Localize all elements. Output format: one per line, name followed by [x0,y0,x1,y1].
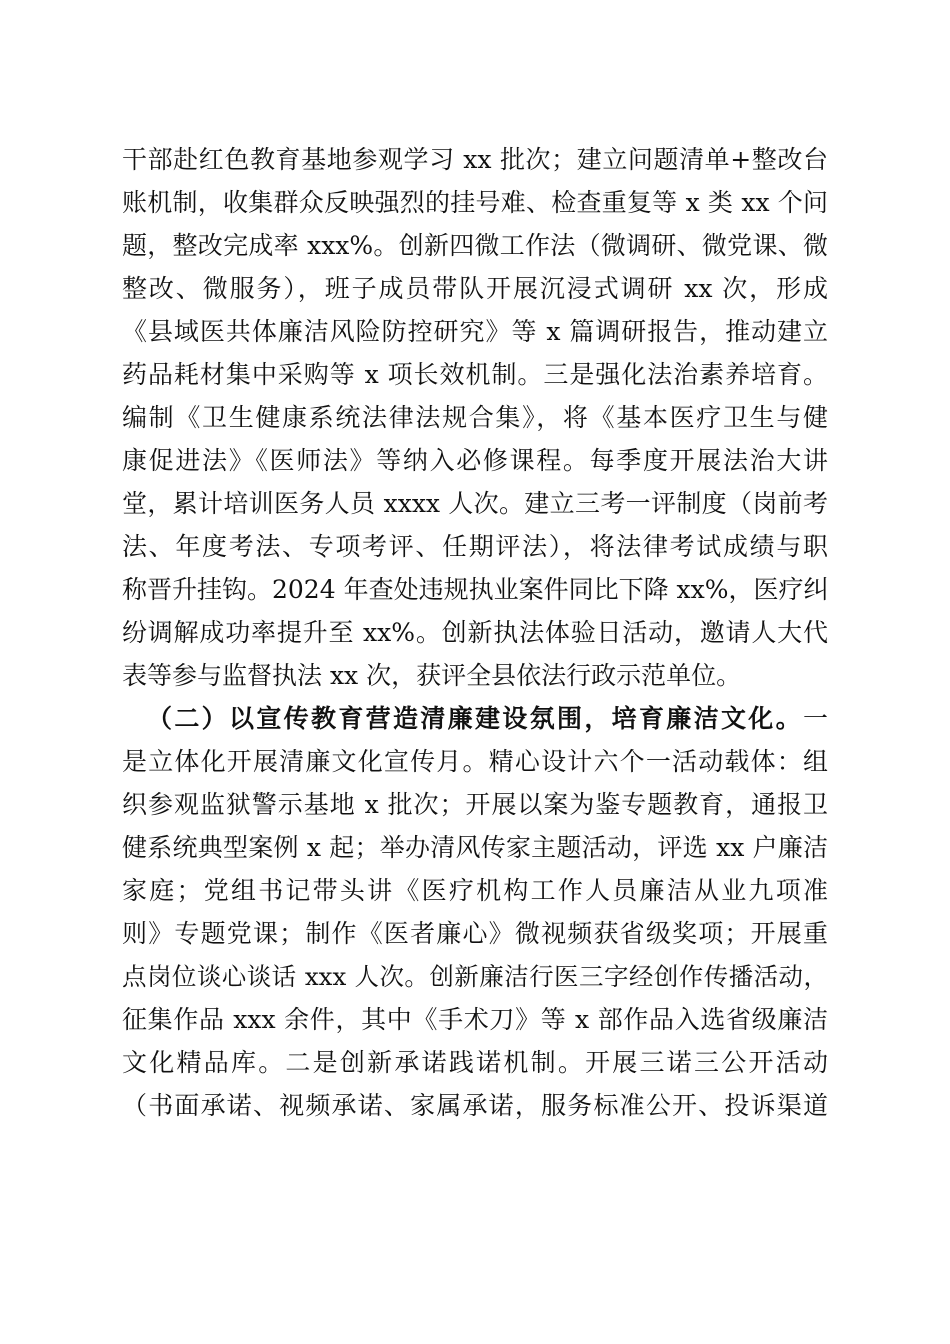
text-line: 编制《卫生健康系统法律法规合集》，将《基本医疗卫生与健 [122,403,828,432]
text-line: 整改、微服务），班子成员带队开展沉浸式调研 xx 次，形成 [122,274,828,303]
text-line: 堂，累计培训医务人员 xxxx 人次。建立三考一评制度（岗前考 [122,489,828,518]
text-line: 法、年度考法、专项考评、任期评法），将法律考试成绩与职 [122,532,828,561]
paragraph-clean-culture [122,697,828,1127]
text-line: 《县域医共体廉洁风险防控研究》等 x 篇调研报告，推动建立 [122,317,828,346]
section-heading: （二）以宣传教育营造清廉建设氛围，培育廉洁文化。 [147,704,803,733]
text-line: 药品耗材集中采购等 x 项长效机制。三是强化法治素养培育。 [122,360,828,389]
paragraph-legal-education [122,138,828,697]
text-line: 健系统典型案例 x 起；举办清风传家主题活动，评选 xx 户廉洁 [122,833,828,862]
text-line [122,697,828,740]
text-line: 则》专题党课；制作《医者廉心》微视频获省级奖项；开展重 [122,919,828,948]
text-line: （书面承诺、视频承诺、家属承诺，服务标准公开、投诉渠道 [122,1091,828,1120]
text-line: 织参观监狱警示基地 x 批次；开展以案为鉴专题教育，通报卫 [122,790,828,819]
text-line: 是立体化开展清廉文化宣传月。精心设计六个一活动载体：组 [122,747,828,776]
text-line: 征集作品 xxx 余件，其中《手术刀》等 x 部作品入选省级廉洁 [122,1005,828,1034]
text-line: 家庭；党组书记带头讲《医疗机构工作人员廉洁从业九项准 [122,876,828,905]
text-line: 表等参与监督执法 xx 次，获评全县依法行政示范单位。 [122,661,742,690]
text-line: 康促进法》《医师法》等纳入必修课程。每季度开展法治大讲 [122,446,828,475]
text-line: 文化精品库。二是创新承诺践诺机制。开展三诺三公开活动 [122,1048,828,1077]
text-line: 称晋升挂钩。2024 年查处违规执业案件同比下降 xx%，医疗纠 [122,575,829,604]
heading-line-tail: 一 [802,704,828,733]
text-line: 点岗位谈心谈话 xxx 人次。创新廉洁行医三字经创作传播活动， [122,962,828,991]
text-line: 账机制，收集群众反映强烈的挂号难、检查重复等 x 类 xx 个问 [122,188,828,217]
text-line: 纷调解成功率提升至 xx%。创新执法体验日活动，邀请人大代 [122,618,828,647]
text-line: 题，整改完成率 xxx%。创新四微工作法（微调研、微党课、微 [122,231,828,260]
text-line: 干部赴红色教育基地参观学习 xx 批次；建立问题清单+整改台 [122,145,828,174]
